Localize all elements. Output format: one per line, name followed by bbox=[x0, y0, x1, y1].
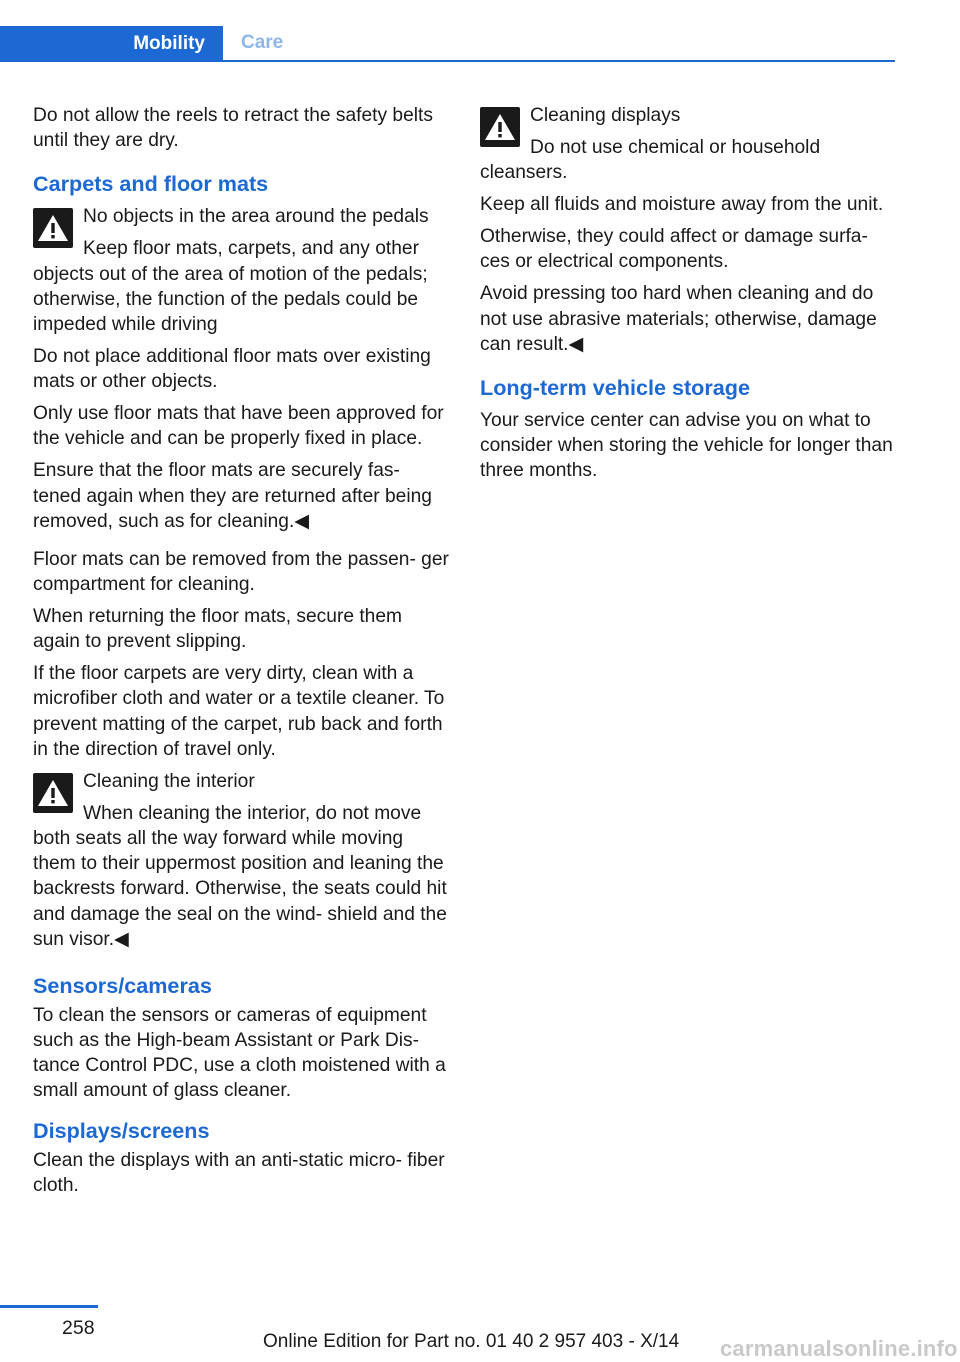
paragraph-damage: Otherwise, they could affect or damage surfa‐ ces or electrical components. bbox=[480, 226, 868, 273]
paragraph-storage: Your service center can advise you on what to consider when storing the vehicle for longer than three months. bbox=[480, 410, 893, 482]
page-number: 258 bbox=[62, 1317, 95, 1339]
warning-triangle-icon bbox=[33, 773, 73, 813]
warning-body: Keep floor mats, carpets, and any other objects out of the area of motion of the pedals; otherwise, the function of the pedals could be impeded while driving bbox=[33, 238, 428, 336]
warning-pedals bbox=[33, 204, 449, 344]
right-column bbox=[480, 103, 896, 490]
paragraph-dirty: If the floor carpets are very dirty, clean with a microfiber cloth and water or a textile cleaner. To prevent matting of the carpet, rub back and forth in the direction of travel only. bbox=[33, 663, 445, 760]
warning-triangle-icon bbox=[480, 107, 520, 147]
warning-title: Cleaning displays bbox=[530, 105, 681, 126]
section-tabbar bbox=[0, 26, 895, 62]
warning-body: Do not use chemical or household cleansers. bbox=[480, 137, 821, 184]
paragraph-safety-belts: Do not allow the reels to retract the safety belts until they are dry. bbox=[33, 105, 433, 152]
warning-title: No objects in the area around the pedals bbox=[83, 206, 429, 228]
paragraph-fastened: Ensure that the floor mats are securely fas‐ tened again when they are returned after being removed, such as for cleaning.◀ bbox=[33, 460, 432, 532]
warning-triangle-icon bbox=[33, 208, 73, 248]
paragraph-pressing: Avoid pressing too hard when cleaning and do not use abrasive materials; otherwise, damage can result.◀ bbox=[480, 283, 877, 355]
paragraph-removed: Floor mats can be removed from the passen‐ ger compartment for cleaning. bbox=[33, 548, 449, 596]
paragraph-return: When returning the floor mats, secure them again to prevent slipping. bbox=[33, 606, 402, 653]
paragraph-displays: Clean the displays with an anti-static micro‐ fiber cloth. bbox=[33, 1149, 445, 1196]
edition-note: Online Edition for Part no. 01 40 2 957 403 - X/14 bbox=[263, 1331, 680, 1352]
tab-mobility[interactable]: Mobility bbox=[0, 26, 223, 62]
paragraph-approved-mats: Only use floor mats that have been approved for the vehicle and can be properly fixed in place. bbox=[33, 403, 444, 450]
watermark: carmanualsonline.info bbox=[720, 1336, 958, 1361]
paragraph-additional-mats: Do not place additional floor mats over existing mats or other objects. bbox=[33, 346, 431, 393]
left-column bbox=[33, 103, 449, 1205]
header-rule bbox=[0, 60, 895, 62]
warning-body: When cleaning the interior, do not move both seats all the way forward while moving them to their uppermost position and leaning the backrests forward. Otherwise, the seats could hit and damage the seal on the wind‐ shield and the sun visor.◀ bbox=[33, 802, 447, 950]
heading-sensors: Sensors/cameras bbox=[33, 972, 212, 998]
paragraph-sensors: To clean the sensors or cameras of equipment such as the High-beam Assistant or Park Dis‐ tance Control PDC, use a cloth moistened with a small amount of glass cleaner. bbox=[33, 1004, 446, 1102]
footer-rule bbox=[0, 1305, 98, 1308]
warning-displays bbox=[480, 103, 896, 192]
paragraph-fluids: Keep all fluids and moisture away from the unit. bbox=[480, 194, 884, 216]
heading-carpets: Carpets and floor mats bbox=[33, 171, 269, 197]
heading-displays: Displays/screens bbox=[33, 1117, 210, 1143]
tab-care[interactable]: Care bbox=[241, 32, 284, 53]
warning-interior bbox=[33, 769, 449, 959]
heading-storage: Long-term vehicle storage bbox=[480, 375, 750, 401]
warning-title: Cleaning the interior bbox=[83, 770, 255, 792]
